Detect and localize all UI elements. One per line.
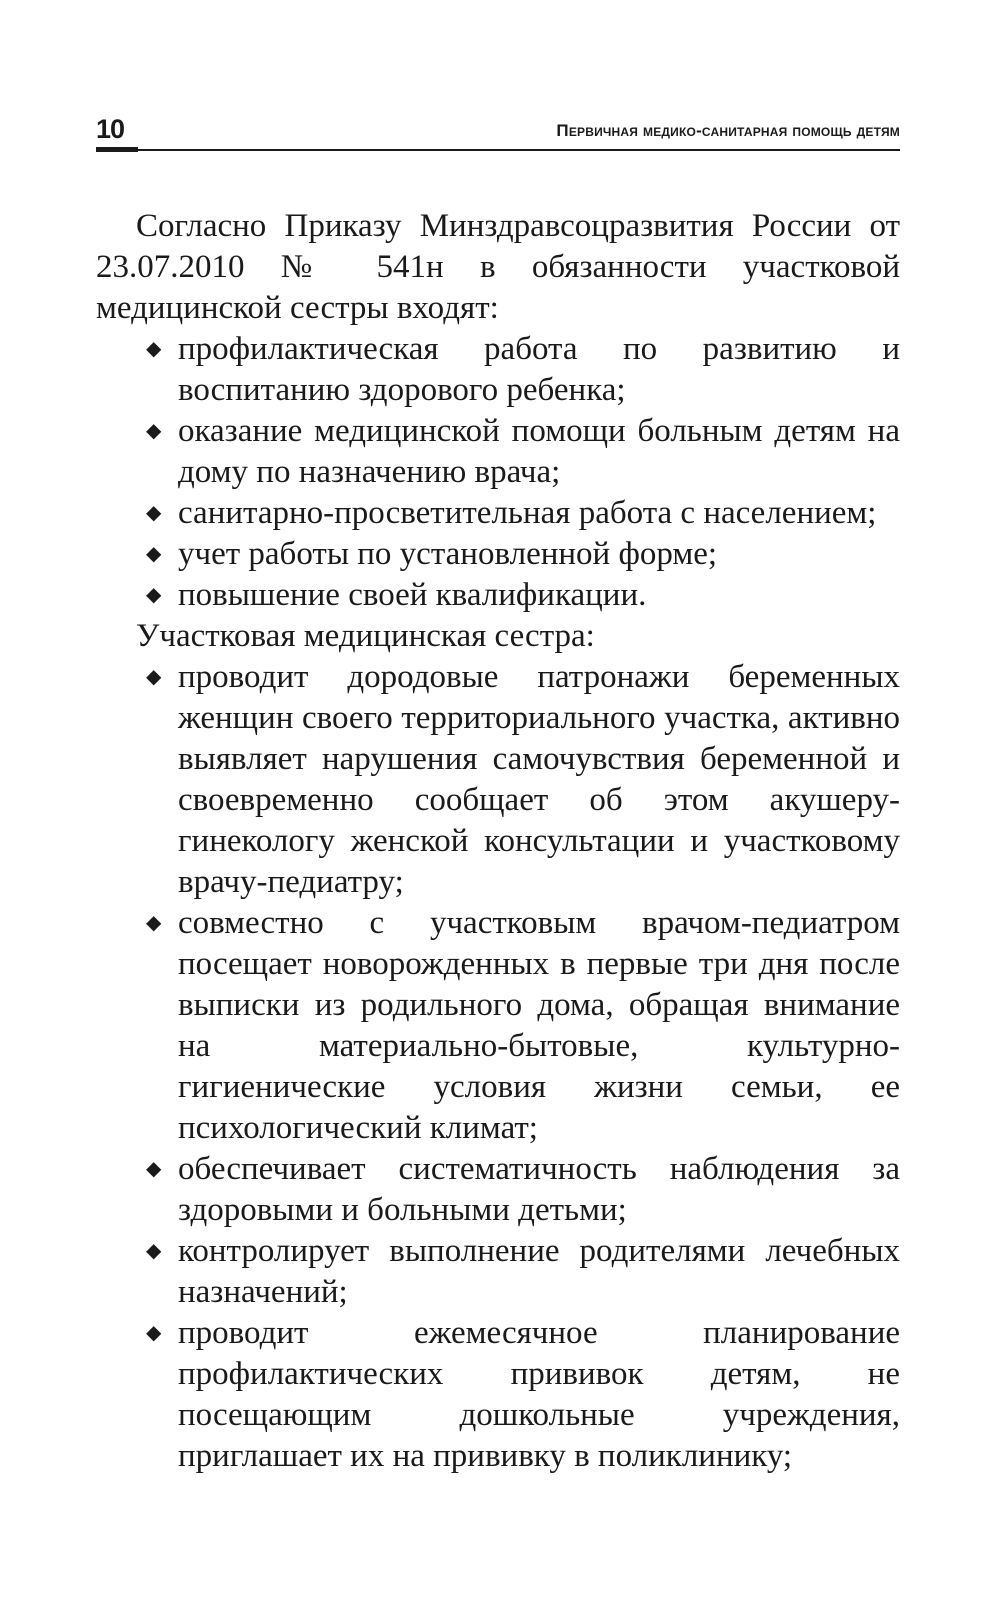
nurse-duties-list [96,657,900,1477]
list-item [96,575,900,616]
list-item-text: санитарно-просветительная работа с населением; [178,495,877,531]
list-item-text: учет работы по установленной форме; [178,536,718,572]
bullet-diamond-icon: ◆ [146,420,162,442]
page-number: 10 [96,114,125,144]
running-title: Первичная медико-санитарная помощь детям [556,121,900,140]
list-item [96,1231,900,1313]
bullet-diamond-icon: ◆ [146,1240,162,1262]
list-item [96,903,900,1149]
bullet-diamond-icon: ◆ [146,1158,162,1180]
nurse-section-lead: Участковая медицинская сестра: [136,618,595,654]
list-item [96,534,900,575]
list-item-text: повышение своей квалификации. [178,577,647,613]
bullet-diamond-icon: ◆ [146,666,162,688]
bullet-diamond-icon: ◆ [146,584,162,606]
bullet-diamond-icon: ◆ [146,1322,162,1344]
page-header [96,112,900,152]
list-item-text: проводит дородовые патронажи беременных женщин своего территориального участка, активно выявляет нарушения самочувствия беременной и своевременно сообщает об этом акушеру-гинекологу женской консультации и участковому врачу-педиатру; [178,659,900,900]
bullet-diamond-icon: ◆ [146,912,162,934]
list-item-text: проводит ежемесячное планирование профилактических прививок детям, не посещающим дошкольные учреждения, приглашает их на прививку в поликлинику; [178,1315,900,1474]
list-item [96,1149,900,1231]
bullet-diamond-icon: ◆ [146,338,162,360]
list-item [96,657,900,903]
list-item-text: контролирует выполнение родителями лечебных назначений; [178,1233,900,1310]
page-body [96,206,900,1477]
list-item-text: профилактическая работа по развитию и воспитанию здорового ребенка; [178,331,900,408]
list-item-text: обеспечивает систематичность наблюдения за здоровыми и больными детьми; [178,1151,900,1228]
list-item-text: совместно с участковым врачом-педиатром посещает новорожденных в первые три дня после выписки из родильного дома, обращая внимание на материально-бытовые, культурно-гигиенические условия жизни семьи, ее психологический климат; [178,905,900,1146]
bullet-diamond-icon: ◆ [146,502,162,524]
duties-list [96,329,900,616]
list-item [96,493,900,534]
header-rule [96,149,900,151]
list-item [96,329,900,411]
intro-paragraph: Согласно Приказу Минздравсоцразвития России от 23.07.2010 № 541н в обязанности участковой медицинской сестры входят: [96,208,900,326]
list-item-text: оказание медицинской помощи больным детям на дому по назначению врача; [178,413,900,490]
bullet-diamond-icon: ◆ [146,543,162,565]
list-item [96,411,900,493]
list-item [96,1313,900,1477]
page-number-bar [96,147,138,152]
